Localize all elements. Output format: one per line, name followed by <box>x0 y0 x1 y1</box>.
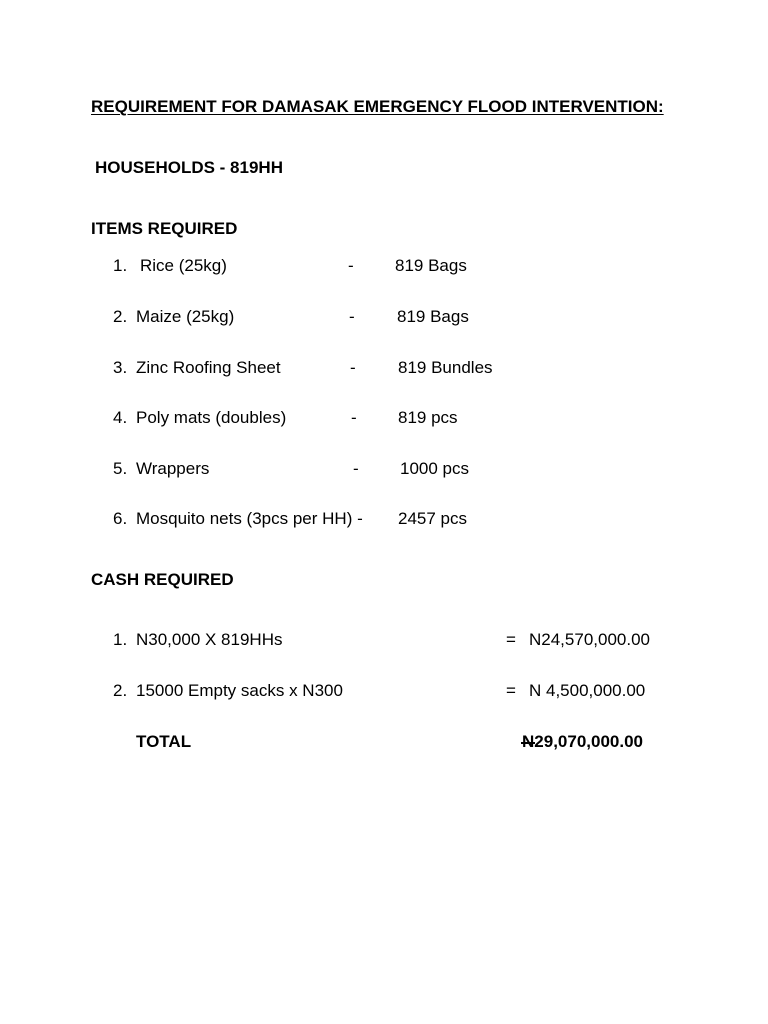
item-name: Maize (25kg) <box>136 307 235 326</box>
item-dash: - <box>353 459 359 478</box>
item-quantity: 1000 pcs <box>400 459 469 478</box>
item-number: 3. <box>113 358 128 377</box>
equals-sign: = <box>506 681 516 700</box>
total-label: TOTAL <box>136 732 192 751</box>
equals-sign: = <box>506 630 516 649</box>
item-dash: - <box>351 408 357 427</box>
item-dash: - <box>350 358 356 377</box>
cash-number: 2. <box>113 681 128 700</box>
item-quantity: 819 Bags <box>397 307 469 326</box>
item-name: Poly mats (doubles) <box>136 408 287 427</box>
item-name: Wrappers <box>136 459 210 478</box>
naira-sign: N <box>522 732 535 751</box>
item-number: 2. <box>113 307 128 326</box>
item-dash: - <box>349 307 355 326</box>
document-title: REQUIREMENT FOR DAMASAK EMERGENCY FLOOD INTERVENTION: <box>91 97 664 116</box>
cash-label: 15000 Empty sacks x N300 <box>136 681 343 700</box>
item-quantity: 819 Bundles <box>398 358 493 377</box>
cash-number: 1. <box>113 630 128 649</box>
item-name: Zinc Roofing Sheet <box>136 358 281 377</box>
item-quantity: 819 pcs <box>398 408 458 427</box>
cash-amount: N24,570,000.00 <box>529 630 650 649</box>
item-dash: - <box>348 256 354 275</box>
cash-label: N30,000 X 819HHs <box>136 630 283 649</box>
total-amount <box>522 732 643 752</box>
item-number: 5. <box>113 459 128 478</box>
item-number: 4. <box>113 408 128 427</box>
item-quantity: 819 Bags <box>395 256 467 275</box>
item-quantity: 2457 pcs <box>398 509 467 528</box>
total-value: 29,070,000.00 <box>534 732 643 751</box>
cash-heading: CASH REQUIRED <box>91 570 234 589</box>
item-name: Mosquito nets (3pcs per HH) - <box>136 509 363 528</box>
households-line: HOUSEHOLDS - 819HH <box>95 158 283 177</box>
items-heading: ITEMS REQUIRED <box>91 219 238 238</box>
item-number: 1. <box>113 256 128 275</box>
item-name: Rice (25kg) <box>140 256 227 275</box>
cash-amount: N 4,500,000.00 <box>529 681 646 700</box>
item-number: 6. <box>113 509 128 528</box>
